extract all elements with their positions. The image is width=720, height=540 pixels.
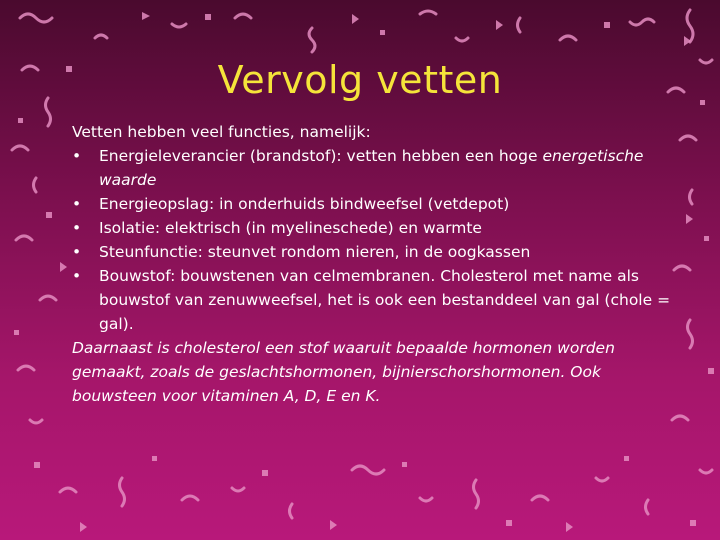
list-item: [72, 216, 672, 240]
slide-title: Vervolg vetten: [217, 58, 503, 102]
bullet-glyph: •: [72, 267, 82, 285]
bullet-glyph: •: [72, 147, 82, 165]
intro-text: Vetten hebben veel functies, namelijk:: [72, 123, 371, 141]
list-item: [72, 240, 672, 264]
slide-body: [72, 120, 672, 408]
list-item-text: Energieleverancier (brandstof): vetten hebben een hoge: [99, 147, 543, 165]
bullet-glyph: •: [72, 243, 82, 261]
bullet-glyph: •: [72, 219, 82, 237]
bullet-list: [72, 144, 672, 336]
list-item-text: Bouwstof: bouwstenen van celmembranen. Cholesterol met name als bouwstof van zenuwweefsel, het is ook een bestanddeel van gal (chole = gal).: [99, 267, 671, 333]
outro-text: Daarnaast is cholesterol een stof waaruit bepaalde hormonen worden gemaakt, zoals de geslachtshormonen, bijnierschorshormonen. Ook bouwsteen voor vitaminen A, D, E en K.: [72, 339, 615, 405]
list-item: [72, 192, 672, 216]
list-item-text: Steunfunctie: steunvet rondom nieren, in de oogkassen: [99, 243, 531, 261]
bullet-glyph: •: [72, 195, 82, 213]
list-item: [72, 144, 672, 192]
list-item-emphasis: energetische waarde: [99, 147, 644, 189]
list-item-text: Energieopslag: in onderhuids bindweefsel (vetdepot): [99, 195, 510, 213]
list-item-text: Isolatie: elektrisch (in myelineschede) en warmte: [99, 219, 482, 237]
list-item: [72, 264, 672, 336]
